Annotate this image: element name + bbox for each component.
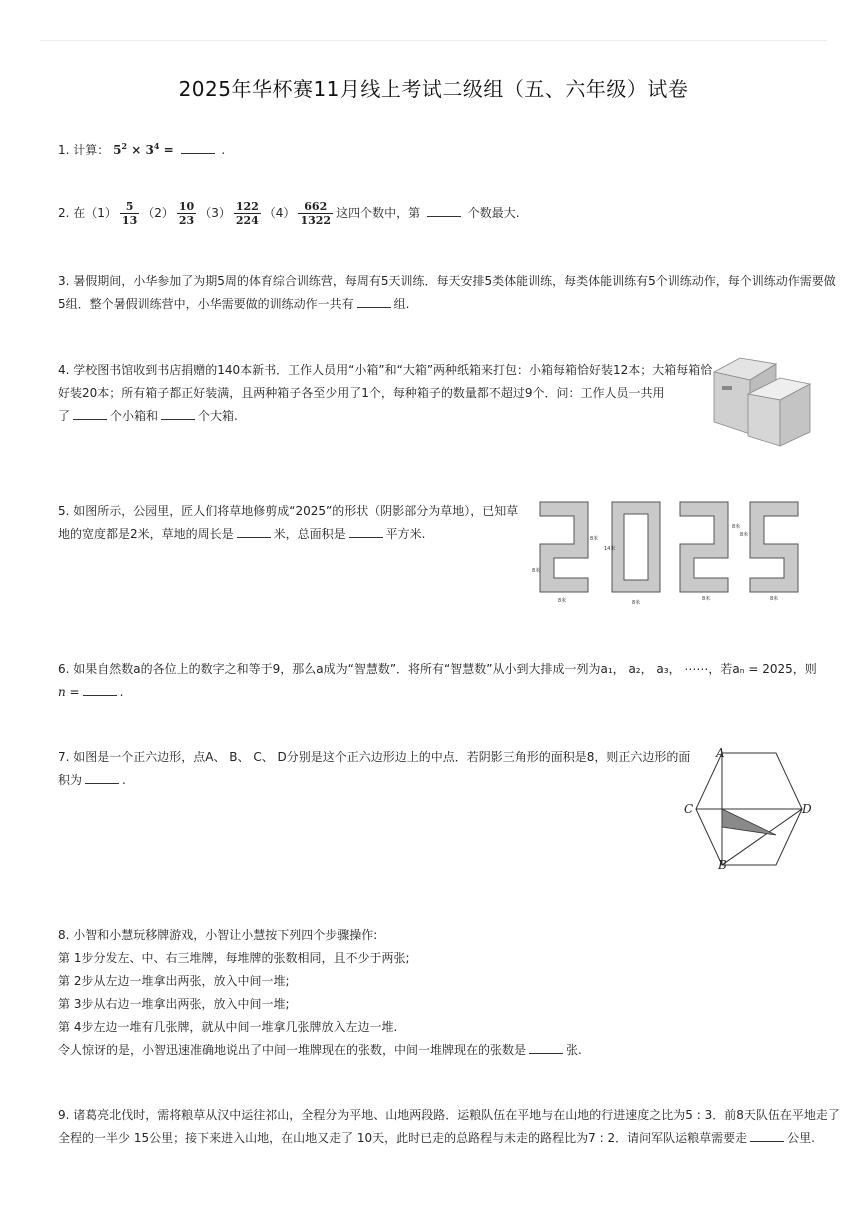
question-1 [58, 135, 225, 162]
label-a: A [716, 746, 725, 760]
question-text: . [119, 685, 124, 699]
question-text: . [221, 143, 226, 157]
question-9 [58, 1104, 840, 1150]
shaded-triangle [722, 809, 776, 835]
hexagon-figure [680, 745, 816, 873]
question-6 [58, 658, 818, 704]
question-8 [58, 924, 582, 1062]
question-text: 4. 学校图书馆收到书店捐赠的140本新书．工作人员用“小箱”和“大箱”两种纸箱来打包：小箱每箱恰好装12本；大箱每箱恰 [58, 363, 713, 377]
dimension-label: 8米 [532, 568, 541, 574]
question-text: 好装20本；所有箱子都正好装满，且两种箱子各至少用了1个，每种箱子的数量都不超过9个．问：工作人员一共用 [58, 386, 665, 400]
answer-blank[interactable] [529, 1041, 563, 1054]
question-text: （4） [263, 206, 296, 220]
question-text: 3. 暑假期间，小华参加了为期5周的体育综合训练营，每周有5天训练．每天安排5类体能训练，每类体能训练有5个训练动作，每个训练动作需要做 [58, 274, 836, 288]
answer-blank[interactable] [237, 525, 271, 538]
question-3 [58, 270, 836, 316]
cardboard-boxes-image [706, 350, 814, 448]
question-text: 组. [393, 297, 410, 311]
answer-blank[interactable] [181, 141, 215, 154]
answer-blank[interactable] [349, 525, 383, 538]
question-text: 个数最大. [467, 206, 520, 220]
fraction-2: $\frac{10}{23}$ [178, 200, 195, 227]
question-text: 积为 [58, 773, 83, 787]
question-text: 第 2步从左边一堆拿出两张，放入中间一堆; [58, 974, 290, 988]
answer-blank[interactable] [357, 295, 391, 308]
question-text: 平方米. [385, 527, 426, 541]
question-text: 第 1步分发左、中、右三堆牌，每堆牌的张数相同，且不少于两张; [58, 951, 410, 965]
answer-blank[interactable] [161, 407, 195, 420]
question-text: 公里. [787, 1131, 815, 1145]
fraction-1: $\frac{5}{13}$ [121, 200, 138, 227]
question-text: 在（1） [73, 206, 117, 220]
answer-blank[interactable] [83, 683, 117, 696]
question-text: （2） [142, 206, 174, 220]
dimension-label: 8米 [770, 596, 779, 602]
question-text: 了 [58, 409, 71, 423]
question-number: 1. [58, 143, 70, 157]
question-text: 这四个数中，第 [336, 206, 421, 220]
dimension-label: 8米 [632, 600, 641, 606]
grass-2025-figure [528, 500, 810, 608]
dimension-label: 8米 [558, 598, 567, 604]
page-title: 2025年华杯赛11月线上考试二级组（五、六年级）试卷 [178, 77, 689, 101]
question-text: 个大箱. [198, 409, 238, 423]
top-divider [40, 40, 827, 41]
question-text: 6. 如果自然数a的各位上的数字之和等于9，那么a成为“智慧数”．将所有“智慧数”从小到大排成一列为a₁， a₂， a₃， ⋯⋯，若aₙ = 2025，则 [58, 662, 817, 676]
question-text: 第 4步左边一堆有几张牌，就从中间一堆拿几张牌放入左边一堆. [58, 1020, 398, 1034]
dimension-label: 8米 [740, 532, 749, 538]
answer-blank[interactable] [85, 771, 119, 784]
fraction-3: $\frac{122}{224}$ [235, 200, 259, 227]
dimension-label: 8米 [702, 596, 711, 602]
question-text: 9. 诸葛亮北伐时，需将粮草从汉中运往祁山，全程分为平地、山地两段路．运粮队伍在平地与在山地的行进速度之比为5 : 3．前8天队伍在平地走了 [58, 1108, 840, 1122]
question-text: 全程的一半少 15公里；接下来进入山地，在山地又走了 10天，此时已走的总路程与未走的路程比为7 : 2．请问军队运粮草需要走 [58, 1131, 748, 1145]
question-text: 张. [566, 1043, 582, 1057]
question-7 [58, 746, 690, 792]
question-text: 米，总面积是 [273, 527, 346, 541]
dimension-label: 8米 [732, 524, 741, 530]
question-text: 个小箱和 [110, 409, 159, 423]
dimension-label: 8米 [590, 536, 599, 542]
question-text: 8. 小智和小慧玩移牌游戏，小智让小慧按下列四个步骤操作: [58, 928, 378, 942]
answer-blank[interactable] [427, 204, 461, 217]
answer-blank[interactable] [750, 1129, 784, 1142]
math-expression: n = [58, 685, 80, 699]
question-text: 5. 如图所示，公园里，匠人们将草地修剪成“2025”的形状（阴影部分为草地），已知草 [58, 504, 519, 518]
question-text: （3） [199, 206, 231, 220]
question-text: 地的宽度都是2米，草地的周长是 [58, 527, 234, 541]
label-b: B [718, 858, 727, 872]
question-5 [58, 500, 518, 546]
question-text: . [122, 773, 126, 787]
question-text: 计算： [73, 143, 110, 157]
label-d: D [802, 802, 812, 816]
question-2 [58, 200, 520, 227]
question-text: 5组．整个暑假训练营中，小华需要做的训练动作一共有 [58, 297, 354, 311]
question-text: 7. 如图是一个正六边形，点A、 B、 C、 D分别是这个正六边形边上的中点．若阴影三角形的面积是8，则正六边形的面 [58, 750, 691, 764]
label-c: C [684, 802, 694, 816]
fraction-4: $\frac{662}{1322}$ [300, 200, 332, 227]
question-4 [58, 359, 712, 428]
math-expression: $5^2 \times 3^4$ = [113, 141, 174, 157]
question-number: 2. [58, 206, 70, 220]
question-text: 令人惊讶的是，小智迅速准确地说出了中间一堆牌现在的张数，中间一堆牌现在的张数是 [58, 1043, 527, 1057]
answer-blank[interactable] [73, 407, 107, 420]
dimension-label: 14米 [604, 546, 616, 552]
question-text: 第 3步从右边一堆拿出两张，放入中间一堆; [58, 997, 290, 1011]
